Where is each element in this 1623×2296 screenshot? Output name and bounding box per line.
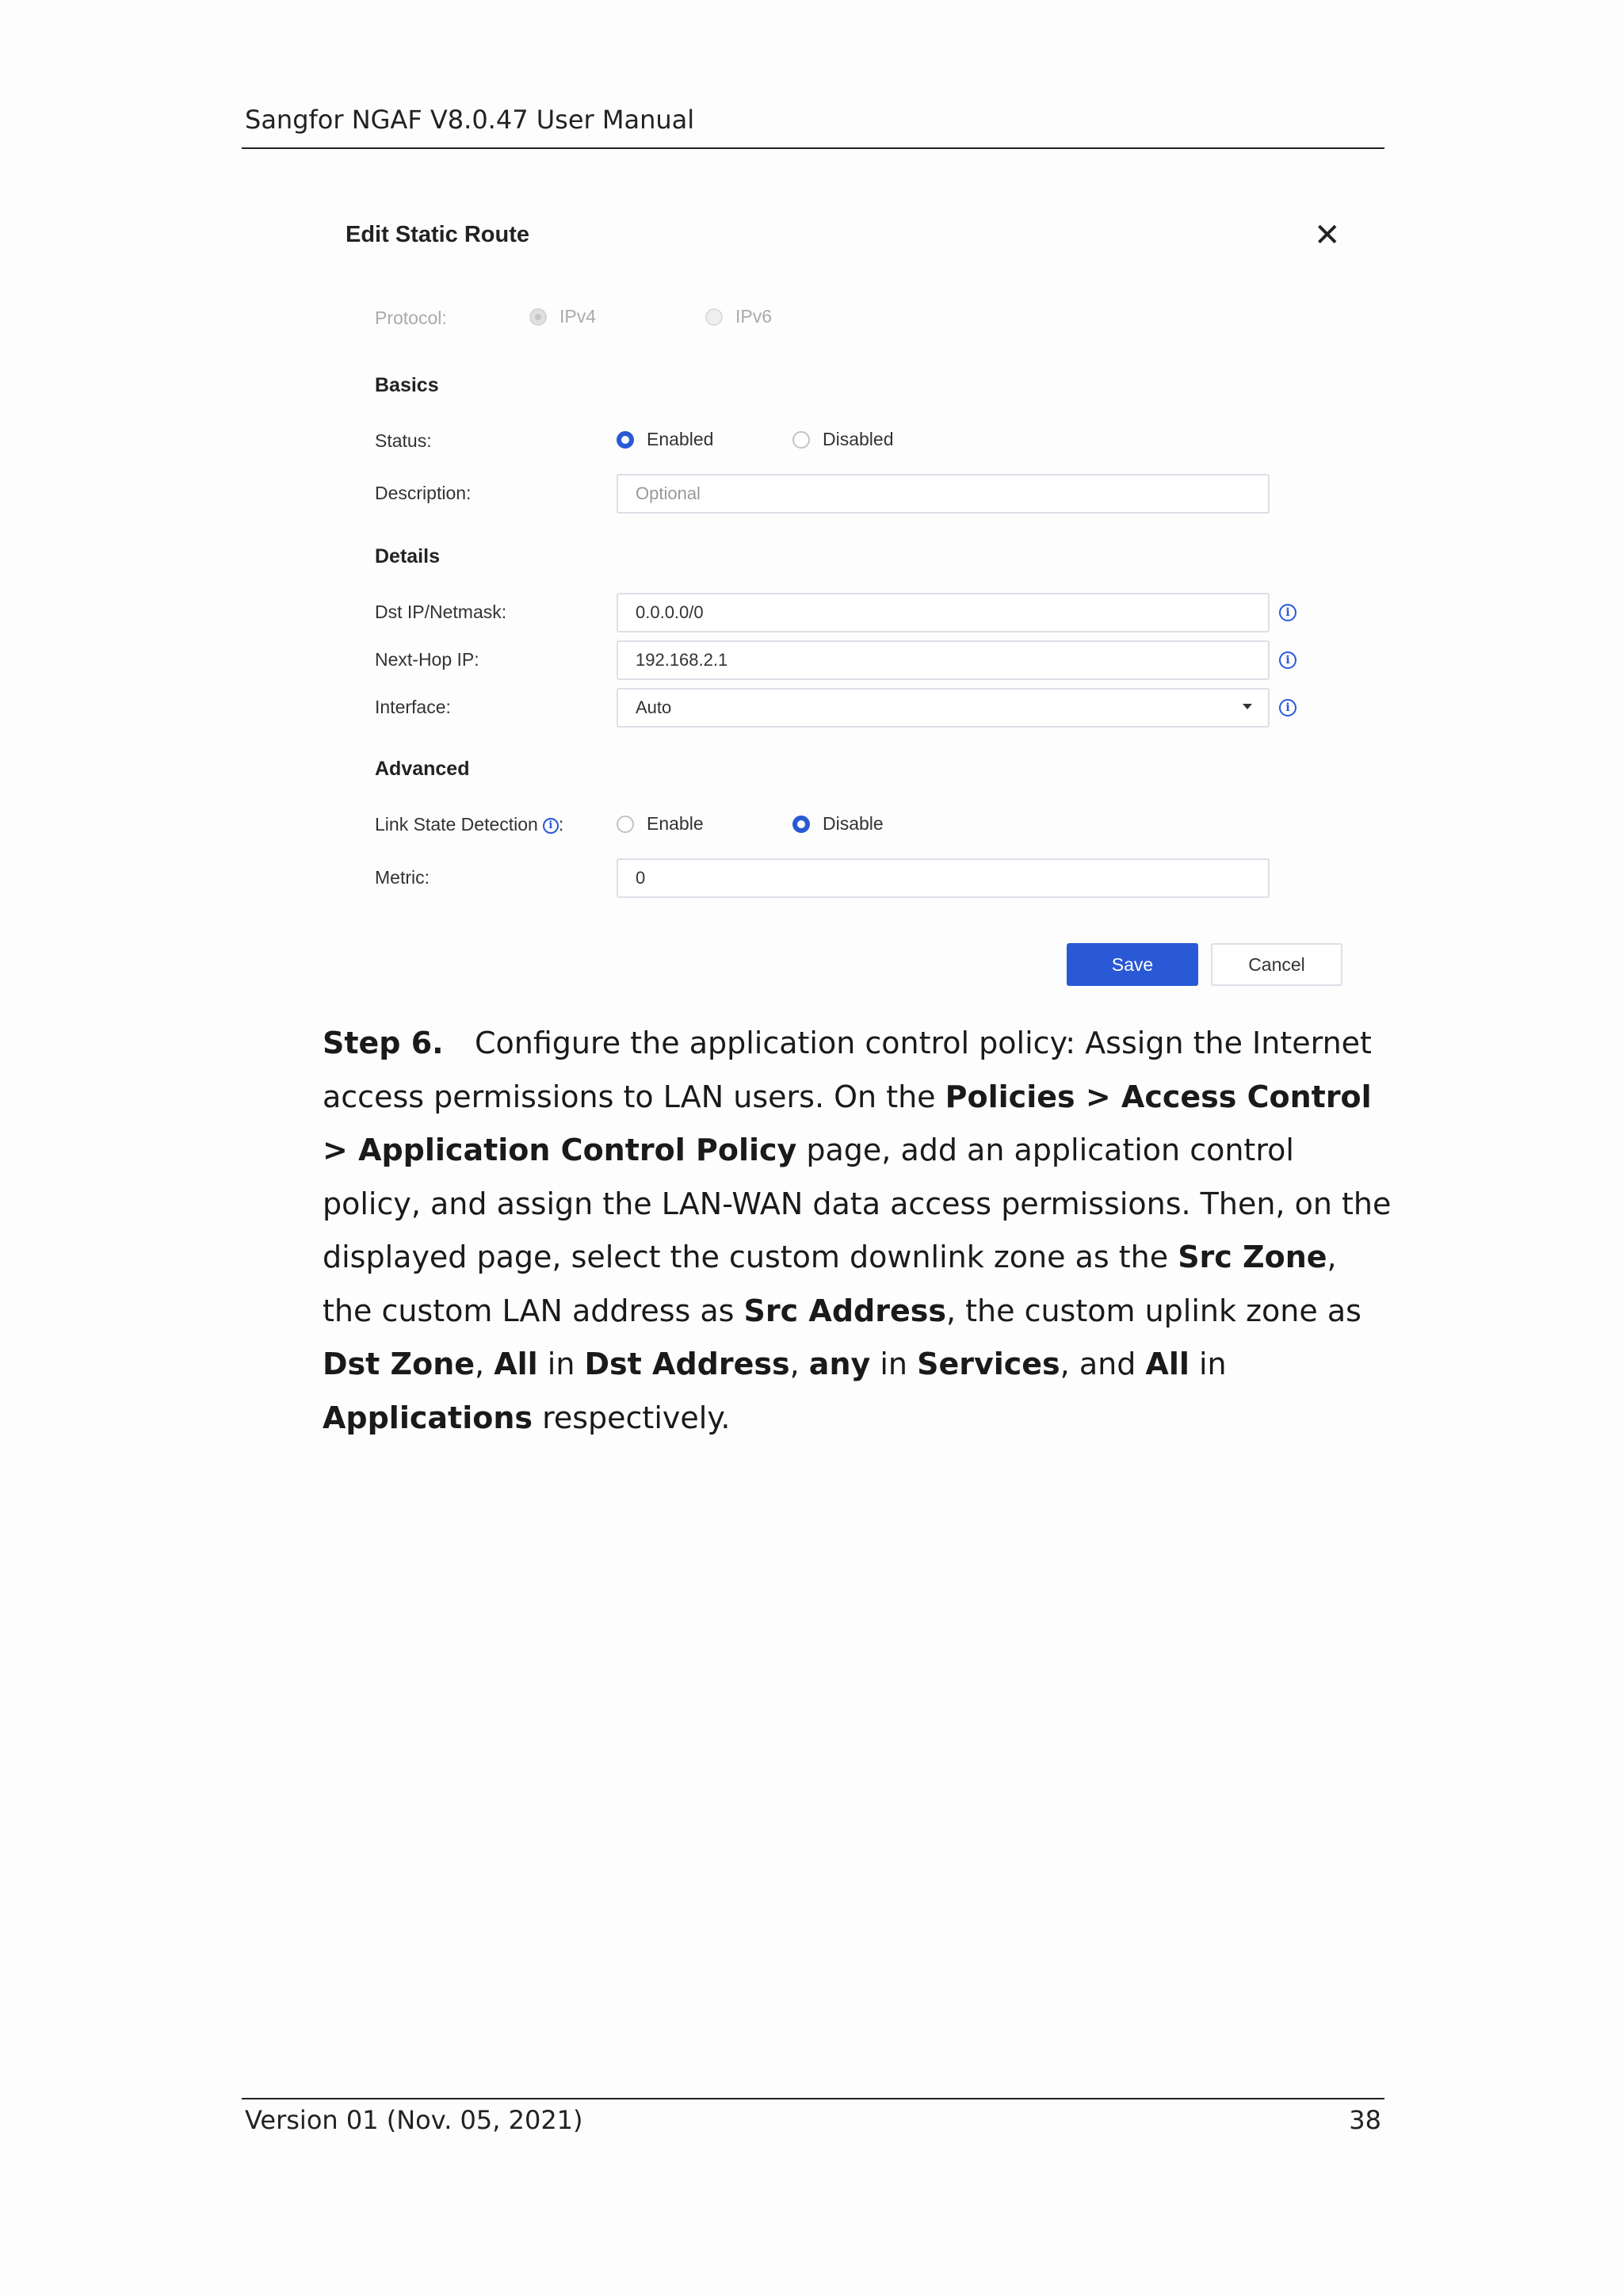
protocol-ipv4-label: IPv4	[559, 306, 597, 327]
step-label: Step 6.	[323, 1026, 444, 1060]
footer-rule	[242, 2098, 1384, 2099]
header-rule	[242, 147, 1384, 149]
step-bold: Src Zone	[1178, 1240, 1327, 1274]
radio-circle-icon	[529, 308, 547, 326]
dst-info-icon[interactable]: i	[1279, 604, 1296, 621]
status-enabled-label: Enabled	[647, 429, 714, 449]
step-text: in	[537, 1347, 585, 1381]
lsd-enable-label: Enable	[647, 813, 704, 834]
radio-selected-icon	[617, 431, 634, 449]
lsd-colon: :	[558, 814, 564, 835]
step-text: ,	[475, 1347, 495, 1381]
lsd-disable-label: Disable	[823, 813, 884, 834]
step-bold: All	[1145, 1347, 1190, 1381]
page-header-title: Sangfor NGAF V8.0.47 User Manual	[245, 105, 695, 135]
step-bold: Policies > Access Control > Application Control Policy	[323, 1079, 1372, 1167]
step-paragraph	[323, 1017, 1392, 1445]
step-bold: Dst Address	[584, 1347, 790, 1381]
advanced-heading: Advanced	[375, 758, 470, 780]
step-text: respectively.	[533, 1400, 731, 1435]
radio-selected-icon	[792, 816, 810, 833]
step-bold: All	[494, 1347, 538, 1381]
lsd-info-icon[interactable]: i	[543, 818, 559, 834]
next-hop-input[interactable]: 192.168.2.1	[617, 640, 1270, 680]
radio-circle-icon	[705, 308, 723, 326]
step-text: page, add an application control policy, and assign the LAN-WAN data access permissions. Then, on the displayed page, select the custom downlink zone as the	[323, 1133, 1392, 1274]
lsd-label-text: Link State Detection	[375, 814, 538, 835]
edit-static-route-dialog	[317, 198, 1371, 991]
protocol-ipv4-radio[interactable]	[529, 306, 596, 327]
next-hop-info-icon[interactable]: i	[1279, 651, 1296, 669]
status-disabled-radio[interactable]	[792, 429, 894, 450]
step-bold: any	[808, 1347, 871, 1381]
footer-version: Version 01 (Nov. 05, 2021)	[245, 2105, 583, 2135]
interface-select[interactable]	[617, 688, 1270, 728]
description-label: Description:	[375, 483, 472, 503]
protocol-label: Protocol:	[375, 308, 447, 328]
interface-info-icon[interactable]: i	[1279, 699, 1296, 716]
interface-value: Auto	[636, 697, 672, 717]
step-text: in	[870, 1347, 918, 1381]
status-enabled-radio[interactable]	[617, 429, 713, 450]
protocol-ipv6-label: IPv6	[735, 306, 773, 327]
step-text: ,	[789, 1347, 809, 1381]
radio-circle-icon	[617, 816, 634, 833]
status-disabled-label: Disabled	[823, 429, 894, 449]
step-bold: Applications	[323, 1400, 533, 1435]
lsd-enable-radio[interactable]	[617, 813, 704, 835]
dialog-title: Edit Static Route	[346, 222, 530, 247]
metric-input[interactable]: 0	[617, 858, 1270, 898]
step-text: Configure the application control policy: Assign the Internet access permissions to LAN users. On the	[323, 1026, 1372, 1114]
radio-circle-icon	[792, 431, 810, 449]
dst-ip-label: Dst IP/Netmask:	[375, 602, 507, 622]
dst-ip-input[interactable]: 0.0.0.0/0	[617, 593, 1270, 632]
cancel-button[interactable]: Cancel	[1211, 943, 1342, 986]
chevron-down-icon	[1243, 704, 1252, 709]
step-bold: Services	[917, 1347, 1060, 1381]
description-input[interactable]: Optional	[617, 474, 1270, 514]
step-text: , and	[1060, 1347, 1146, 1381]
close-icon[interactable]: ✕	[1314, 218, 1341, 253]
save-button[interactable]: Save	[1067, 943, 1198, 986]
step-text: , the custom uplink zone as	[945, 1293, 1361, 1328]
step-bold: Src Address	[743, 1293, 946, 1328]
lsd-disable-radio[interactable]	[792, 813, 884, 835]
step-text: in	[1189, 1347, 1227, 1381]
protocol-ipv6-radio[interactable]	[705, 306, 772, 327]
basics-heading: Basics	[375, 374, 439, 396]
link-state-detection-label	[375, 814, 563, 835]
metric-label: Metric:	[375, 867, 430, 888]
next-hop-label: Next-Hop IP:	[375, 649, 479, 670]
step-text: , the custom LAN address as	[323, 1240, 1337, 1328]
status-label: Status:	[375, 430, 432, 451]
step-bold: Dst Zone	[323, 1347, 475, 1381]
details-heading: Details	[375, 545, 440, 567]
interface-label: Interface:	[375, 697, 451, 717]
footer-page-number: 38	[1349, 2105, 1381, 2135]
